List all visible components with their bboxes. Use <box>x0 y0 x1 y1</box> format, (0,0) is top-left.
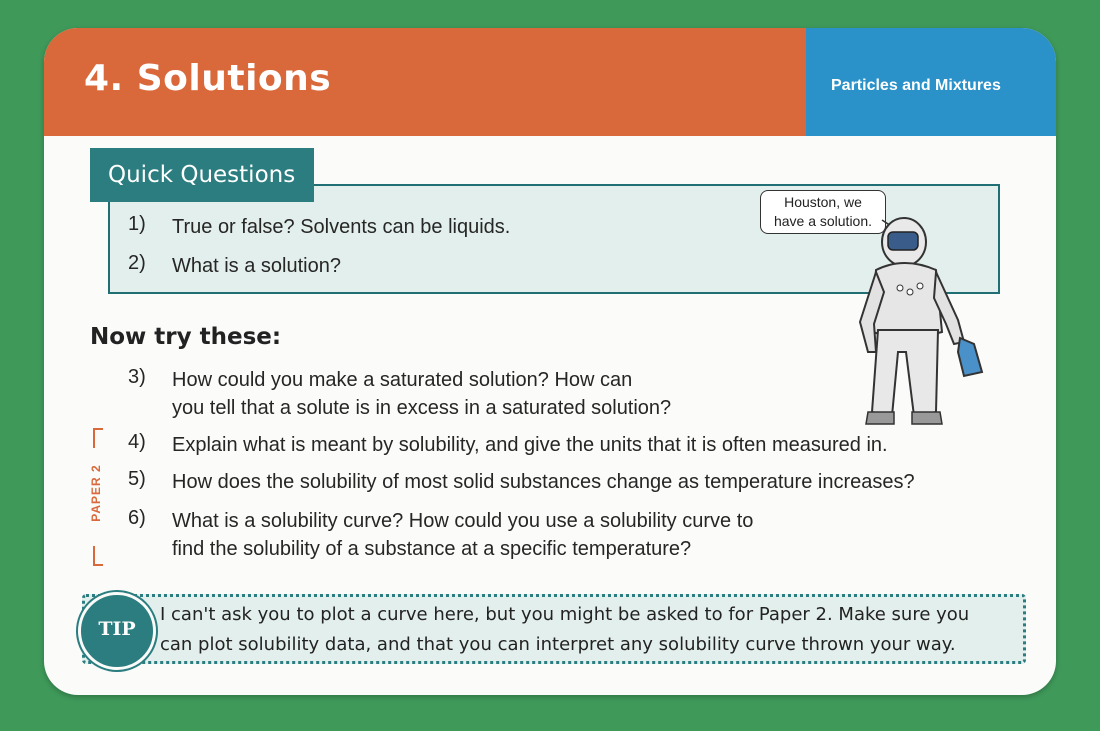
question-text: find the solubility of a substance at a specific temperature? <box>172 538 692 560</box>
speech-bubble-line: Houston, we <box>784 194 862 210</box>
astronaut-illustration <box>854 212 994 432</box>
tip-badge-label: TIP <box>98 618 136 640</box>
paper-2-label: PAPER 2 <box>89 464 103 522</box>
topic-label: Particles and Mixtures <box>831 77 1001 94</box>
now-try-heading: Now try these: <box>90 324 282 350</box>
quick-questions-heading: Quick Questions <box>108 162 296 188</box>
tip-badge <box>78 592 156 670</box>
question-text: Explain what is meant by solubility, and give the units that it is often measured in. <box>172 434 888 456</box>
quick-questions-tab <box>90 148 314 202</box>
question-text: What is a solution? <box>172 255 341 277</box>
header-topic-bar <box>806 28 1056 136</box>
tip-line: I can't ask you to plot a curve here, but you might be asked to for Paper 2. Make sure you <box>160 604 970 625</box>
flashcard <box>44 28 1056 695</box>
question-number: 1) <box>128 213 146 235</box>
question-number: 4) <box>128 431 146 453</box>
header-title-bar <box>44 28 806 136</box>
question-text: How could you make a saturated solution? How can <box>172 369 633 391</box>
bracket-bottom <box>93 546 95 566</box>
question-number: 3) <box>128 366 146 388</box>
card-title: 4. Solutions <box>84 58 332 99</box>
tip-line: can plot solubility data, and that you can interpret any solubility curve thrown your way. <box>160 634 956 655</box>
bracket-top <box>93 428 95 448</box>
question-text: you tell that a solute is in excess in a saturated solution? <box>172 397 672 419</box>
tip-text <box>160 600 1020 660</box>
question-number: 6) <box>128 507 146 529</box>
question-number: 5) <box>128 468 146 490</box>
question-text: How does the solubility of most solid substances change as temperature increases? <box>172 471 915 493</box>
paper-2-marker <box>87 428 111 566</box>
question-number: 2) <box>128 252 146 274</box>
speech-bubble-line: have a solution. <box>773 213 873 229</box>
question-text: What is a solubility curve? How could you use a solubility curve to <box>172 510 754 532</box>
question-text: True or false? Solvents can be liquids. <box>172 216 511 238</box>
